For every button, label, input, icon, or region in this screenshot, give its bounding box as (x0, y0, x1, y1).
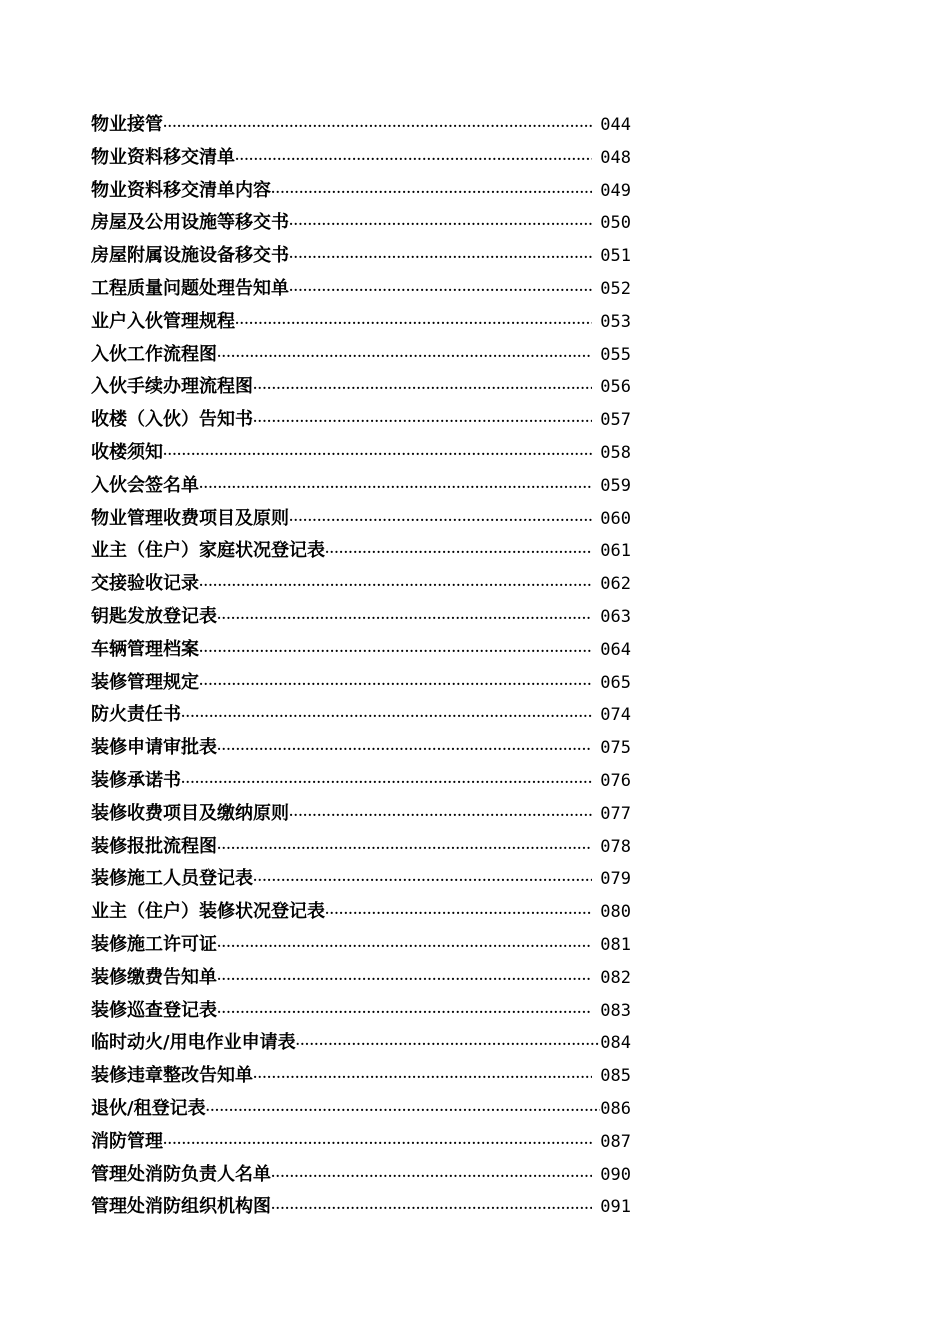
toc-dot-leader (163, 109, 592, 143)
toc-entry (91, 929, 631, 962)
toc-dot-leader (253, 1060, 592, 1094)
toc-entry-title: 业主（住户）家庭状况登记表 (91, 540, 325, 562)
toc-dot-leader (289, 798, 592, 832)
toc-entry (91, 503, 631, 536)
toc-entry (91, 1159, 631, 1192)
toc-entry-title: 防火责任书 (91, 704, 181, 726)
toc-entry (91, 732, 631, 765)
toc-entry-title: 房屋及公用设施等移交书 (91, 212, 289, 234)
toc-dot-leader (217, 732, 592, 766)
toc-entry (91, 240, 631, 273)
toc-entry-page-number: 081 (600, 934, 631, 955)
toc-entry-title: 装修施工许可证 (91, 933, 217, 955)
toc-entry-page-number: 044 (600, 115, 631, 135)
toc-entry-title: 入伙工作流程图 (91, 343, 217, 365)
toc-entry-title: 管理处消防负责人名单 (91, 1163, 271, 1185)
toc-dot-leader (271, 175, 592, 209)
toc-entry (91, 175, 631, 208)
toc-entry-page-number: 086 (600, 1098, 631, 1119)
toc-entry-page-number: 052 (600, 278, 631, 299)
toc-entry (91, 404, 631, 437)
toc-entry (91, 306, 631, 339)
toc-entry-page-number: 078 (600, 836, 631, 857)
toc-entry-title: 装修承诺书 (91, 769, 181, 791)
toc-entry-title: 退伙/租登记表 (91, 1097, 206, 1119)
toc-entry-page-number: 064 (600, 639, 631, 660)
toc-entry (91, 1060, 631, 1093)
toc-dot-leader (235, 306, 592, 340)
toc-dot-leader (199, 634, 592, 668)
toc-entry (91, 699, 631, 732)
toc-dot-leader (325, 896, 592, 930)
toc-entry-page-number: 059 (600, 475, 631, 496)
toc-dot-leader (199, 568, 592, 602)
toc-entry-title: 业主（住户）装修状况登记表 (91, 901, 325, 923)
toc-entry-page-number: 049 (600, 180, 631, 201)
toc-entry-page-number: 051 (600, 246, 631, 267)
toc-entry-page-number: 087 (600, 1131, 631, 1152)
toc-entry (91, 601, 631, 634)
toc-entry-page-number: 080 (600, 902, 631, 923)
toc-entry-title: 车辆管理档案 (91, 638, 199, 660)
toc-dot-leader (199, 667, 592, 701)
toc-entry (91, 1027, 631, 1060)
toc-dot-leader (163, 1126, 592, 1160)
toc-entry-page-number: 077 (600, 803, 631, 824)
toc-entry-page-number: 075 (600, 738, 631, 759)
toc-entry-title: 收楼须知 (91, 441, 163, 463)
toc-entry (91, 896, 631, 929)
toc-entry-title: 物业接管 (91, 114, 163, 135)
toc-entry-title: 工程质量问题处理告知单 (91, 277, 289, 299)
toc-entry-page-number: 085 (600, 1066, 631, 1087)
toc-entry-page-number: 076 (600, 770, 631, 791)
toc-entry (91, 207, 631, 240)
toc-entry (91, 109, 631, 142)
toc-entry-title: 业户入伙管理规程 (91, 310, 235, 332)
toc-entry-title: 装修申请审批表 (91, 737, 217, 759)
toc-dot-leader (217, 601, 592, 635)
toc-dot-leader (253, 404, 592, 438)
toc-entry-page-number: 090 (600, 1164, 631, 1185)
toc-entry-page-number: 082 (600, 967, 631, 988)
toc-entry-page-number: 062 (600, 574, 631, 595)
toc-dot-leader (206, 1093, 601, 1127)
toc-entry-title: 临时动火/用电作业申请表 (91, 1032, 296, 1054)
toc-dot-leader (289, 240, 592, 274)
toc-dot-leader (217, 929, 592, 963)
toc-entry-page-number: 055 (600, 344, 631, 365)
toc-entry (91, 634, 631, 667)
toc-entry-title: 入伙会签名单 (91, 474, 199, 496)
toc-dot-leader (271, 1191, 592, 1225)
toc-entry (91, 273, 631, 306)
toc-dot-leader (181, 765, 592, 799)
toc-entry-page-number: 063 (600, 606, 631, 627)
toc-dot-leader (235, 142, 592, 176)
toc-entry-title: 入伙手续办理流程图 (91, 376, 253, 398)
toc-entry (91, 667, 631, 700)
toc-dot-leader (325, 535, 592, 569)
toc-dot-leader (217, 995, 592, 1029)
toc-entry-title: 装修违章整改告知单 (91, 1065, 253, 1087)
toc-entry-page-number: 084 (600, 1033, 631, 1054)
toc-entry (91, 995, 631, 1028)
toc-entry-page-number: 079 (600, 869, 631, 890)
toc-entry (91, 765, 631, 798)
toc-entry (91, 1093, 631, 1126)
toc-entry (91, 863, 631, 896)
toc-dot-leader (217, 962, 592, 996)
toc-entry-title: 装修巡查登记表 (91, 999, 217, 1021)
toc-entry-page-number: 056 (600, 377, 631, 398)
toc-dot-leader (217, 339, 592, 373)
toc-entry (91, 831, 631, 864)
toc-dot-leader (181, 699, 592, 733)
toc-entry-title: 交接验收记录 (91, 573, 199, 595)
toc-entry-title: 消防管理 (91, 1130, 163, 1152)
toc-entry (91, 437, 631, 470)
toc-entry-title: 收楼（入伙）告知书 (91, 409, 253, 431)
toc-entry (91, 470, 631, 503)
toc-entry-page-number: 048 (600, 147, 631, 168)
toc-dot-leader (253, 863, 592, 897)
toc-dot-leader (289, 207, 592, 241)
toc-entry (91, 371, 631, 404)
toc-entry-title: 物业资料移交清单 (91, 146, 235, 168)
toc-entry-title: 装修报批流程图 (91, 835, 217, 857)
toc-entry (91, 142, 631, 175)
toc-entry (91, 535, 631, 568)
toc-entry-title: 物业资料移交清单内容 (91, 179, 271, 201)
toc-entry (91, 1191, 631, 1224)
toc-entry-page-number: 058 (600, 442, 631, 463)
toc-entry-title: 物业管理收费项目及原则 (91, 507, 289, 529)
toc-entry-page-number: 091 (600, 1197, 631, 1218)
toc-entry (91, 339, 631, 372)
toc-entry-title: 装修管理规定 (91, 671, 199, 693)
toc-dot-leader (289, 273, 592, 307)
toc-entry (91, 962, 631, 995)
toc-dot-leader (199, 470, 592, 504)
toc-entry-title: 房屋附属设施设备移交书 (91, 245, 289, 267)
toc-entry (91, 798, 631, 831)
toc-entry-title: 装修施工人员登记表 (91, 868, 253, 890)
toc-dot-leader (296, 1027, 601, 1061)
toc-entry-page-number: 074 (600, 705, 631, 726)
toc-entry-page-number: 060 (600, 508, 631, 529)
toc-entry-title: 钥匙发放登记表 (91, 605, 217, 627)
toc-entry-title: 装修收费项目及缴纳原则 (91, 802, 289, 824)
toc-entry-page-number: 061 (600, 541, 631, 562)
toc-dot-leader (289, 503, 592, 537)
toc-entry-page-number: 053 (600, 311, 631, 332)
toc-dot-leader (163, 437, 592, 471)
toc-entry-title: 管理处消防组织机构图 (91, 1196, 271, 1218)
toc-entry-page-number: 083 (600, 1000, 631, 1021)
toc-dot-leader (253, 371, 592, 405)
toc-entry-page-number: 065 (600, 672, 631, 693)
toc-entry-title: 装修缴费告知单 (91, 966, 217, 988)
toc-entry-page-number: 050 (600, 213, 631, 234)
toc-entry-page-number: 057 (600, 410, 631, 431)
toc-entry (91, 568, 631, 601)
toc-dot-leader (217, 831, 592, 865)
toc-entry (91, 1126, 631, 1159)
table-of-contents (91, 109, 631, 1224)
toc-dot-leader (271, 1159, 592, 1193)
